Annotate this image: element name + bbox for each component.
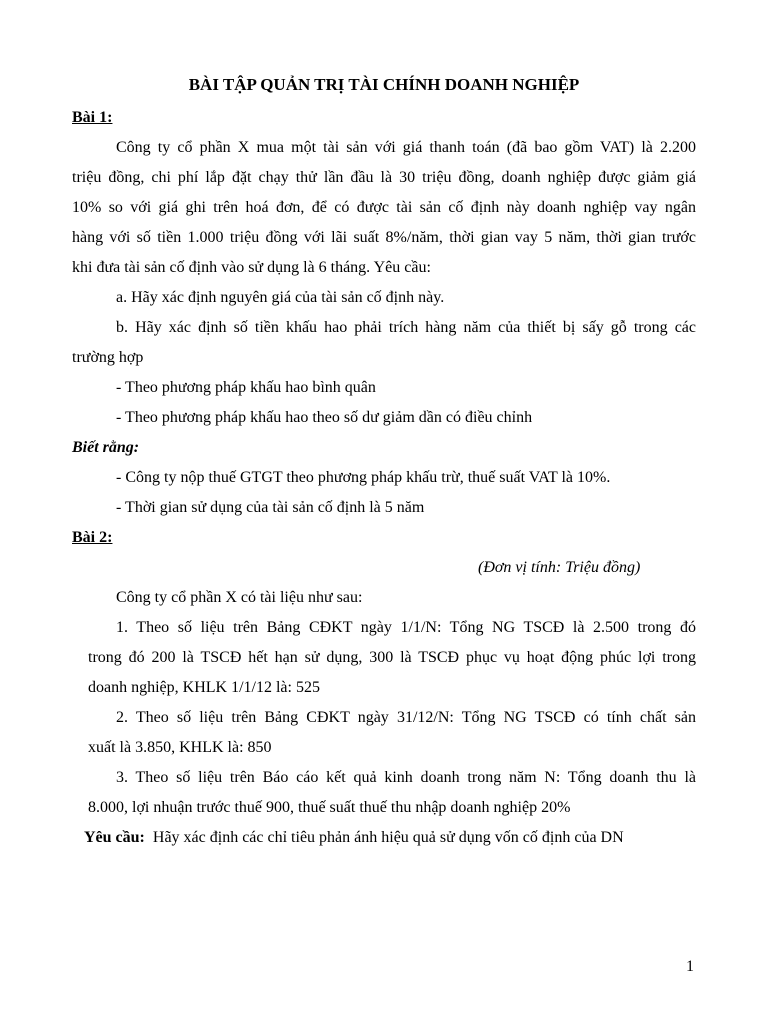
unit-note: (Đơn vị tính: Triệu đồng) [478,559,641,576]
exercise-1-requirement-b: trường hợp [72,349,144,366]
exercise-1-paragraph-line: hàng với số tiền 1.000 triệu đồng với lãi suất 8%/năm, thời gian vay 5 năm, thời gian trước [72,229,696,246]
exercise-1-paragraph-line: triệu đồng, chi phí lắp đặt chạy thử lần đầu là 30 triệu đồng, doanh nghiệp được giảm giá [72,169,696,186]
exercise-1-paragraph-line: Công ty cổ phần X mua một tài sản với giá thanh toán (đã bao gồm VAT) là 2.200 [116,139,696,156]
exercise-2-item-1: trong đó 200 là TSCĐ hết hạn sử dụng, 300 là TSCĐ phục vụ hoạt động phúc lợi trong [88,649,696,666]
exercise-2-item-2: xuất là 3.850, KHLK là: 850 [88,739,272,756]
exercise-1-heading: Bài 1: [72,109,113,126]
depreciation-method-item: - Theo phương pháp khấu hao theo số dư giảm dần có điều chỉnh [116,409,533,426]
exercise-2-requirement [84,828,624,848]
exercise-1-paragraph-line: 10% so với giá ghi trên hoá đơn, để có được tài sản cố định này doanh nghiệp vay ngân [72,199,696,216]
exercise-2-intro: Công ty cổ phần X có tài liệu như sau: [116,589,363,606]
given-item: - Công ty nộp thuế GTGT theo phương pháp khấu trừ, thuế suất VAT là 10%. [116,469,611,486]
exercise-2-item-1: doanh nghiệp, KHLK 1/1/12 là: 525 [88,679,320,696]
exercise-1-paragraph-line: khi đưa tài sản cố định vào sử dụng là 6 tháng. Yêu cầu: [72,259,431,276]
given-label: Biết rằng: [72,439,140,456]
requirement-label: Yêu cầu: [84,829,145,846]
exercise-1-requirement-a: a. Hãy xác định nguyên giá của tài sản cố định này. [116,289,445,306]
requirement-text: Hãy xác định các chỉ tiêu phản ánh hiệu quả sử dụng vốn cố định của DN [152,829,624,846]
exercise-2-item-3: 3. Theo số liệu trên Báo cáo kết quả kinh doanh trong năm N: Tổng doanh thu là [116,769,696,786]
document-title: BÀI TẬP QUẢN TRỊ TÀI CHÍNH DOANH NGHIỆP [188,75,580,94]
page-number: 1 [686,958,694,975]
given-item: - Thời gian sử dụng của tài sản cố định là 5 năm [116,499,425,516]
depreciation-method-item: - Theo phương pháp khấu hao bình quân [116,379,376,396]
exercise-2-heading: Bài 2: [72,529,113,546]
exercise-2-item-1: 1. Theo số liệu trên Bảng CĐKT ngày 1/1/N: Tổng NG TSCĐ là 2.500 trong đó [116,619,696,636]
exercise-2-item-3: 8.000, lợi nhuận trước thuế 900, thuế suất thuế thu nhập doanh nghiệp 20% [88,799,571,816]
exercise-2-item-2: 2. Theo số liệu trên Bảng CĐKT ngày 31/12/N: Tổng NG TSCĐ có tính chất sản [116,709,696,726]
exercise-1-requirement-b: b. Hãy xác định số tiền khấu hao phải trích hàng năm của thiết bị sấy gỗ trong các [116,319,696,336]
